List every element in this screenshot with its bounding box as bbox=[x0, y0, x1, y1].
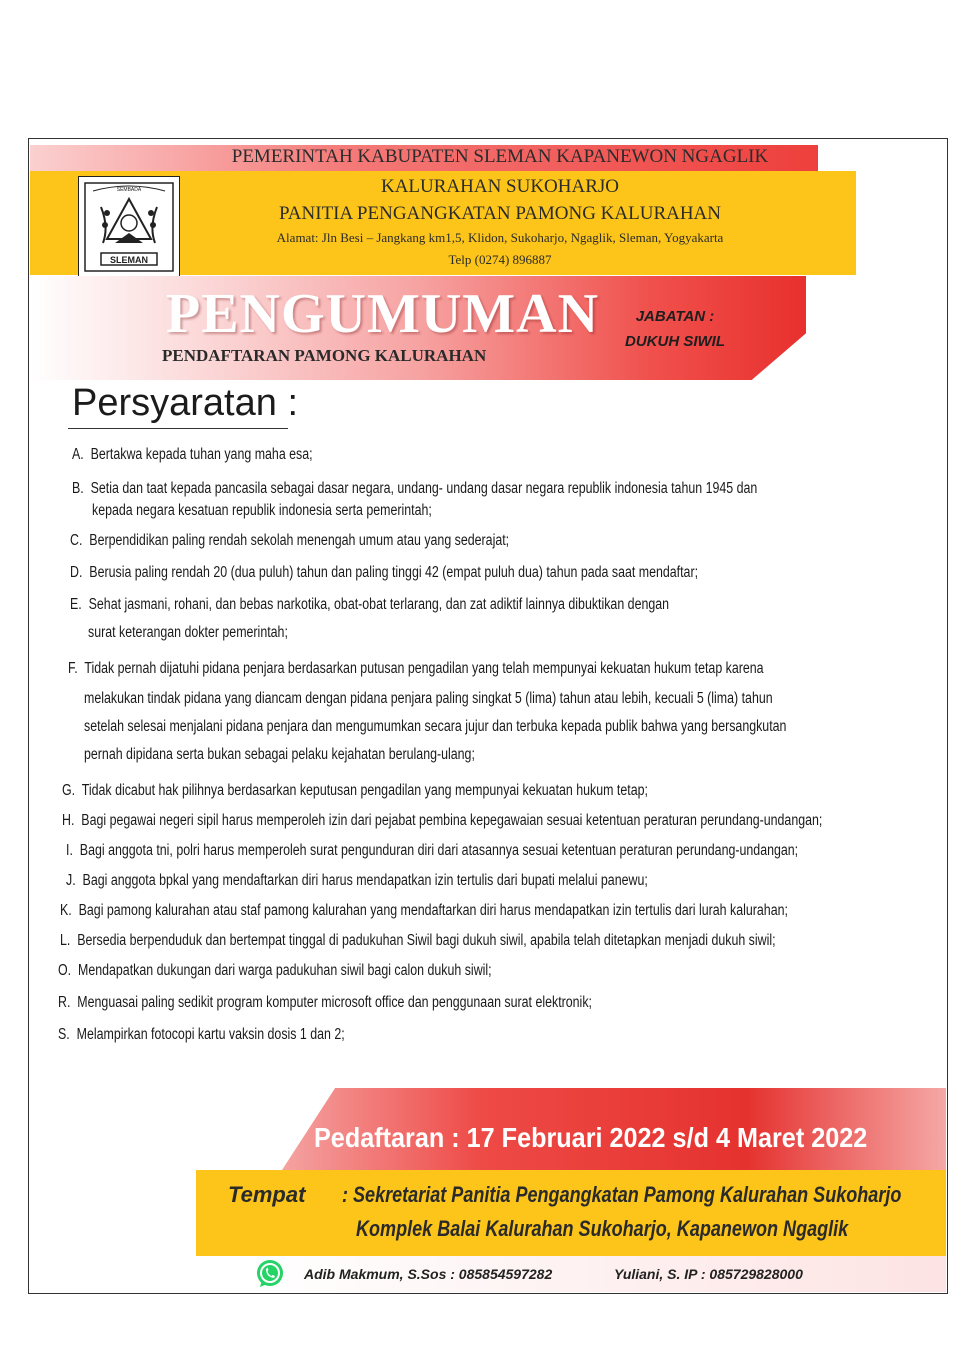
requirement-item: D. Berusia paling rendah 20 (dua puluh) tahun dan paling tinggi 42 (empat puluh dua) tahun pada saat mendaftar; bbox=[70, 564, 699, 581]
requirement-item: S. Melampirkan fotocopi kartu vaksin dosis 1 dan 2; bbox=[58, 1026, 345, 1043]
requirement-item: A. Bertakwa kepada tuhan yang maha esa; bbox=[72, 446, 313, 463]
requirement-item: G. Tidak dicabut hak pilihnya berdasarkan keputusan pengadilan yang mempunyai kekuatan hukum tetap; bbox=[62, 782, 648, 799]
whatsapp-icon bbox=[254, 1258, 286, 1290]
requirements-underline bbox=[68, 428, 288, 429]
header-line-2: KALURAHAN SUKOHARJO bbox=[380, 176, 620, 197]
requirement-item: I. Bagi anggota tni, polri harus memperoleh surat pengunduran diri dari atasannya sesuai ketentuan peraturan perundang-undangan; bbox=[66, 842, 799, 859]
position-box bbox=[600, 304, 750, 354]
requirement-item-continued: melakukan tindak pidana yang diancam dengan pidana penjara paling singkat 5 (lima) tahun atau lebih, kecuali 5 (lima) tahun bbox=[84, 690, 773, 707]
requirement-item: H. Bagi pegawai negeri sipil harus memperoleh izin dari pejabat pembina kepegawaian sesuai ketentuan peraturan perundang-undangan; bbox=[62, 812, 823, 829]
requirement-item: B. Setia dan taat kepada pancasila sebagai dasar negara, undang- undang dasar negara republik indonesia tahun 1945 dan bbox=[72, 480, 758, 497]
requirement-item: O. Mendapatkan dukungan dari warga padukuhan siwil bagi calon dukuh siwil; bbox=[58, 962, 492, 979]
requirement-item: F. Tidak pernah dijatuhi pidana penjara berdasarkan putusan pengadilan yang telah mempunyai kekuatan hukum tetap karena bbox=[68, 660, 764, 677]
header-line-3: PANITIA PENGANGKATAN PAMONG KALURAHAN bbox=[278, 203, 722, 224]
header-address: Alamat: Jln Besi – Jangkang km1,5, Klidon, Sukoharjo, Ngaglik, Sleman, Yogyakarta bbox=[276, 230, 724, 245]
requirement-item-continued: kepada negara kesatuan republik indonesia serta pemerintah; bbox=[92, 502, 432, 519]
requirement-item: K. Bagi pamong kalurahan atau staf pamong kalurahan yang mendaftarkan diri harus mendapatkan izin tertulis dari lurah kalurahan; bbox=[60, 902, 788, 919]
logo-label: SLEMAN bbox=[110, 255, 148, 265]
contact-1: Adib Makmum, S.Sos : 085854597282 bbox=[304, 1266, 553, 1282]
sleman-emblem-icon bbox=[79, 177, 179, 277]
requirement-item: C. Berpendidikan paling rendah sekolah menengah umum atau yang sederajat; bbox=[70, 532, 510, 549]
announcement-subtitle: PENDAFTARAN PAMONG KALURAHAN bbox=[162, 346, 487, 365]
position-label: JABATAN : bbox=[635, 308, 715, 325]
sleman-logo bbox=[78, 176, 180, 278]
place-line-2: Komplek Balai Kalurahan Sukoharjo, Kapanewon Ngaglik bbox=[356, 1216, 849, 1241]
header-phone: Telp (0274) 896887 bbox=[448, 252, 552, 267]
requirement-item-continued: pernah dipidana serta bukan sebagai pelaku kejahatan berulang-ulang; bbox=[84, 746, 475, 763]
logo-motto: SEMBADA bbox=[116, 187, 142, 193]
requirement-item-continued: setelah selesai menjalani pidana penjara dan mengumumkan secara jujur dan terbuka kepada publik bahwa yang bersangkutan bbox=[84, 718, 787, 735]
requirements-title: Persyaratan : bbox=[72, 382, 298, 424]
position-value: DUKUH SIWIL bbox=[625, 333, 725, 350]
registration-period: Pedaftaran : 17 Februari 2022 s/d 4 Maret 2022 bbox=[314, 1122, 868, 1153]
contact-2: Yuliani, S. IP : 085729828000 bbox=[614, 1266, 803, 1282]
header-line-1: PEMERINTAH KABUPATEN SLEMAN KAPANEWON NGAGLIK bbox=[231, 146, 769, 167]
announcement-title: PENGUMUMAN bbox=[166, 283, 600, 345]
place-line-1: : Sekretariat Panitia Pengangkatan Pamong Kalurahan Sukoharjo bbox=[342, 1182, 902, 1207]
requirement-item: L. Bersedia berpenduduk dan bertempat tinggal di padukuhan Siwil bagi dukuh siwil, apabila telah ditetapkan menjadi dukuh siwil; bbox=[60, 932, 776, 949]
requirement-item: J. Bagi anggota bpkal yang mendaftarkan diri harus mendapatkan izin tertulis dari bupati melalui panewu; bbox=[66, 872, 648, 889]
requirement-item: E. Sehat jasmani, rohani, dan bebas narkotika, obat-obat terlarang, dan zat adiktif lainnya dibuktikan dengan bbox=[70, 596, 670, 613]
place-label: Tempat bbox=[228, 1182, 306, 1207]
requirement-item: R. Menguasai paling sedikit program komputer microsoft office dan penggunaan surat elektronik; bbox=[58, 994, 592, 1011]
requirement-item-continued: surat keterangan dokter pemerintah; bbox=[88, 624, 288, 641]
